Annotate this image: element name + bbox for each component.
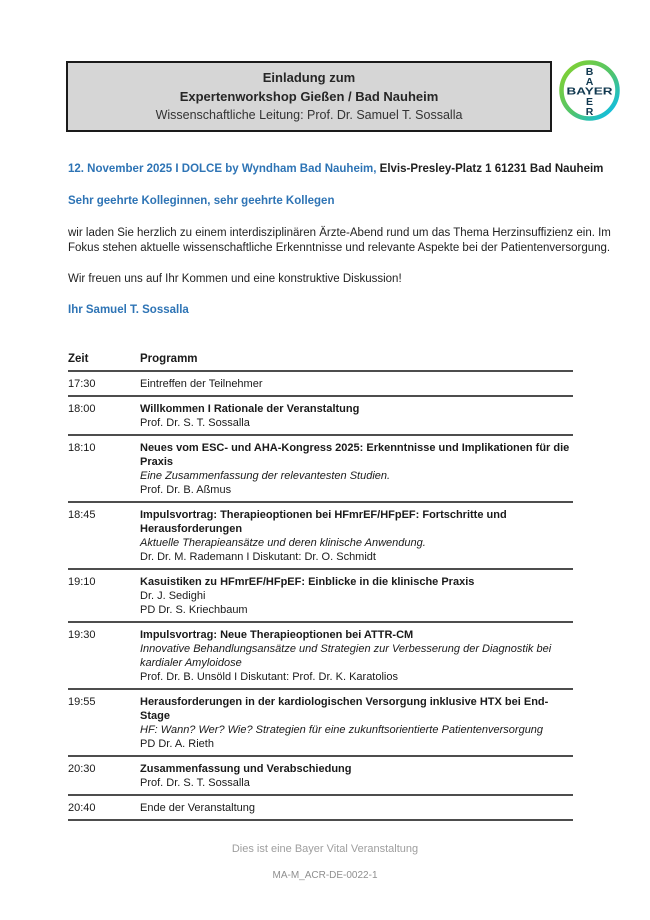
schedule-row-subtitle: Innovative Behandlungsansätze und Strategien zur Verbesserung der Diagnostik bei kardialer Amyloidose bbox=[140, 643, 552, 669]
schedule-row-speaker: Prof. Dr. B. Unsöld I Diskutant: Prof. Dr. K. Karatolios bbox=[140, 671, 398, 683]
schedule-row-program bbox=[140, 441, 573, 497]
schedule-row-speaker: Dr. Dr. M. Rademann I Diskutant: Dr. O. Schmidt bbox=[140, 551, 376, 563]
intro-section bbox=[68, 162, 614, 318]
schedule-row-speaker: Dr. J. Sedighi bbox=[140, 590, 206, 602]
bayer-logo-letter-bottom1: E bbox=[585, 96, 594, 108]
schedule-row bbox=[68, 503, 573, 570]
schedule-row bbox=[68, 690, 573, 757]
event-date-location bbox=[68, 162, 614, 177]
schedule-row bbox=[68, 570, 573, 623]
signature: Ihr Samuel T. Sossalla bbox=[68, 304, 189, 316]
event-address: Elvis-Presley-Platz 1 61231 Bad Nauheim bbox=[376, 163, 604, 175]
schedule-header-time: Zeit bbox=[68, 353, 89, 365]
invitation-title-line3: Wissenschaftliche Leitung: Prof. Dr. Samuel T. Sossalla bbox=[155, 108, 463, 122]
intro-paragraph-1: wir laden Sie herzlich zu einem interdisziplinären Ärzte-Abend rund um das Thema Herzinsuffizienz ein. Im Fokus stehen aktuelle wissenschaftliche Erkenntnisse und relevante Aspekte bei der Patientenversorgung. bbox=[68, 227, 611, 254]
schedule-row-title: Impulsvortrag: Neue Therapieoptionen bei ATTR-CM bbox=[140, 629, 414, 641]
invitation-title-line2: Expertenworkshop Gießen / Bad Nauheim bbox=[179, 89, 439, 104]
intro-paragraph-2: Wir freuen uns auf Ihr Kommen und eine konstruktive Diskussion! bbox=[68, 273, 402, 285]
schedule-row-time: 17:30 bbox=[68, 378, 96, 390]
schedule-row-program bbox=[140, 575, 573, 617]
schedule-row-program bbox=[140, 628, 573, 684]
schedule-row-program bbox=[140, 508, 573, 564]
schedule-table bbox=[68, 352, 573, 821]
schedule-row-title: Herausforderungen in der kardiologischen Versorgung inklusive HTX bei End-Stage bbox=[140, 696, 549, 722]
schedule-row-speaker: PD Dr. A. Rieth bbox=[140, 738, 214, 750]
schedule-row bbox=[68, 623, 573, 690]
schedule-row-program bbox=[140, 801, 573, 815]
schedule-row-subtitle: Eine Zusammenfassung der relevantesten Studien. bbox=[140, 470, 391, 482]
schedule-row bbox=[68, 372, 573, 397]
schedule-header-row bbox=[68, 352, 573, 372]
invitation-title-box bbox=[66, 61, 552, 132]
bayer-logo-icon bbox=[558, 59, 621, 122]
schedule-row bbox=[68, 397, 573, 436]
bayer-logo-letter-top1: B bbox=[585, 66, 594, 78]
schedule-row bbox=[68, 757, 573, 796]
salutation: Sehr geehrte Kolleginnen, sehr geehrte Kollegen bbox=[68, 195, 335, 207]
schedule-row-time: 20:30 bbox=[68, 763, 96, 775]
schedule-row-time: 18:45 bbox=[68, 509, 96, 521]
schedule-row-title: Zusammenfassung und Verabschiedung bbox=[140, 763, 352, 775]
schedule-row-program bbox=[140, 762, 573, 790]
schedule-row-speaker: Prof. Dr. B. Aßmus bbox=[140, 484, 232, 496]
schedule-row-subtitle: HF: Wann? Wer? Wie? Strategien für eine zukunftsorientierte Patientenversorgung bbox=[140, 724, 544, 736]
bayer-logo-word-horizontal: BAYER bbox=[566, 85, 614, 98]
schedule-row-program bbox=[140, 402, 573, 430]
schedule-row-program bbox=[140, 377, 573, 391]
schedule-row-time: 19:55 bbox=[68, 696, 96, 708]
schedule-row-time: 19:10 bbox=[68, 576, 96, 588]
schedule-row bbox=[68, 436, 573, 503]
event-date-venue: 12. November 2025 I DOLCE by Wyndham Bad Nauheim, bbox=[68, 163, 377, 175]
schedule-header-program: Programm bbox=[140, 353, 198, 365]
schedule-row-speaker: Prof. Dr. S. T. Sossalla bbox=[140, 777, 250, 789]
schedule-row-title: Willkommen I Rationale der Veranstaltung bbox=[140, 403, 360, 415]
schedule-row-title: Eintreffen der Teilnehmer bbox=[140, 378, 263, 390]
schedule-row-time: 18:00 bbox=[68, 403, 96, 415]
schedule-row-speaker: Prof. Dr. S. T. Sossalla bbox=[140, 417, 250, 429]
schedule-row-program bbox=[140, 695, 573, 751]
schedule-row-time: 19:30 bbox=[68, 629, 96, 641]
schedule-row-subtitle: Aktuelle Therapieansätze und deren klinische Anwendung. bbox=[140, 537, 426, 549]
footer-approval-code: MA-M_ACR-DE-0022-1 bbox=[272, 870, 378, 881]
schedule-row-time: 20:40 bbox=[68, 802, 96, 814]
schedule-row-title: Kasuistiken zu HFmrEF/HFpEF: Einblicke in die klinische Praxis bbox=[140, 576, 475, 588]
schedule-row-title: Neues vom ESC- und AHA-Kongress 2025: Erkenntnisse und Implikationen für die Praxis bbox=[140, 442, 570, 468]
bayer-logo-letter-top2: A bbox=[585, 76, 594, 88]
schedule-row-time: 18:10 bbox=[68, 442, 96, 454]
invitation-title-line1: Einladung zum bbox=[262, 70, 356, 85]
bayer-logo-letter-bottom2: R bbox=[585, 106, 594, 118]
schedule-row bbox=[68, 796, 573, 821]
schedule-row-speaker: PD Dr. S. Kriechbaum bbox=[140, 604, 248, 616]
schedule-row-title: Impulsvortrag: Therapieoptionen bei HFmrEF/HFpEF: Fortschritte und Herausforderungen bbox=[140, 509, 507, 535]
schedule-row-title: Ende der Veranstaltung bbox=[140, 802, 255, 814]
footer-disclaimer: Dies ist eine Bayer Vital Veranstaltung bbox=[231, 843, 419, 855]
